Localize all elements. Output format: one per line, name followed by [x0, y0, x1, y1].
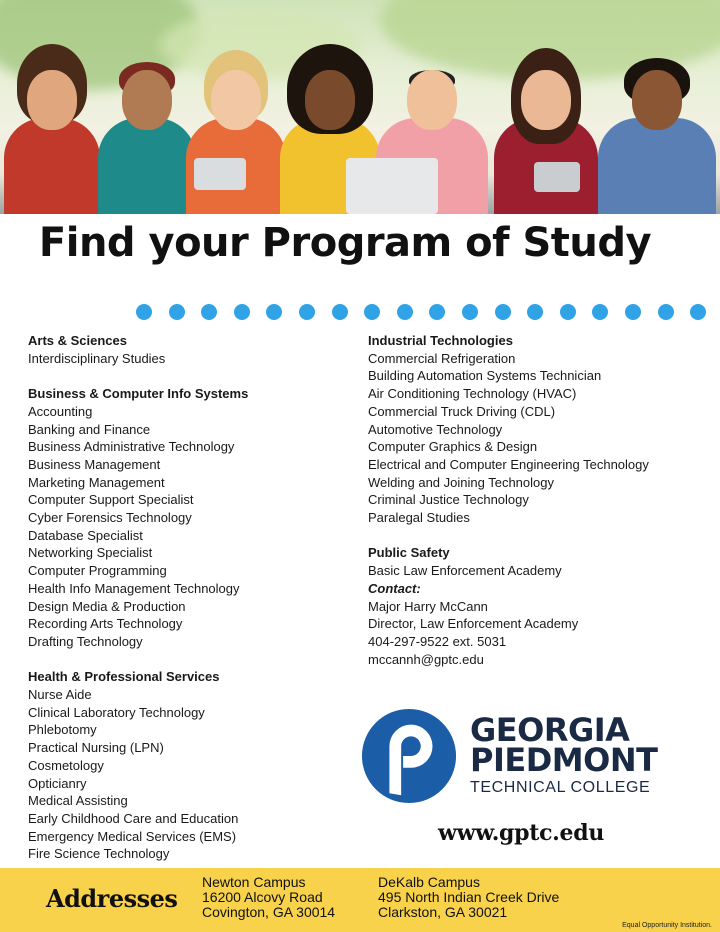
divider-dot [462, 304, 478, 320]
program-item: Commercial Refrigeration [368, 350, 516, 366]
contact-title: Director, Law Enforcement Academy [368, 616, 579, 632]
divider-dot [234, 304, 250, 320]
group-heading: Business & Computer Info Systems [28, 386, 249, 402]
program-item: Recording Arts Technology [28, 616, 183, 632]
logo-wordmark [470, 711, 658, 797]
program-item: Building Automation Systems Technician [368, 368, 602, 384]
program-item: Automotive Technology [368, 421, 503, 437]
divider-dot [169, 304, 185, 320]
group-arts-sciences [28, 332, 348, 367]
program-item: Opticianry [28, 775, 87, 791]
dekalb-campus-address [378, 875, 559, 920]
campus-name: Newton Campus [202, 874, 306, 890]
program-item: Air Conditioning Technology (HVAC) [368, 386, 577, 402]
page-title: Find your Program of Study [38, 220, 652, 266]
program-item: Drafting Technology [28, 633, 143, 649]
group-heading: Health & Professional Services [28, 669, 220, 685]
program-item: Commercial Truck Driving (CDL) [368, 403, 556, 419]
program-item: Cosmetology [28, 757, 104, 773]
newton-campus-address [202, 875, 335, 920]
program-item: Welding and Joining Technology [368, 474, 554, 490]
program-item: Clinical Laboratory Technology [28, 704, 205, 720]
program-item: Fire Science Technology [28, 846, 170, 862]
campus-city: Clarkston, GA 30021 [378, 904, 508, 920]
program-item: Electrical and Computer Engineering Technology [368, 456, 649, 472]
divider-dot [527, 304, 543, 320]
program-item: Computer Programming [28, 563, 167, 579]
divider-dot [201, 304, 217, 320]
divider-dot [495, 304, 511, 320]
program-list-right [368, 332, 708, 686]
group-heading: Arts & Sciences [28, 333, 127, 348]
address-bar [0, 868, 720, 932]
program-item: Paralegal Studies [368, 510, 470, 526]
divider-dot [136, 304, 152, 320]
campus-street: 16200 Alcovy Road [202, 889, 323, 905]
program-item: Emergency Medical Services (EMS) [28, 828, 237, 844]
campus-city: Covington, GA 30014 [202, 904, 336, 920]
program-item: Nurse Aide [28, 687, 92, 703]
program-item: Business Management [28, 456, 161, 472]
campus-name: DeKalb Campus [378, 874, 480, 890]
divider-dot [625, 304, 641, 320]
program-item: Marketing Management [28, 474, 165, 490]
equal-opportunity-note: Equal Opportunity Institution. [622, 922, 712, 929]
contact-label: Contact: [368, 580, 421, 596]
program-item: Practical Nursing (LPN) [28, 740, 164, 756]
divider-dot [364, 304, 380, 320]
dot-divider [136, 304, 712, 320]
divider-dot [299, 304, 315, 320]
program-item: Business Administrative Technology [28, 439, 235, 455]
program-item: Health Info Management Technology [28, 580, 240, 596]
divider-dot [658, 304, 674, 320]
website-link[interactable]: www.gptc.edu [438, 820, 605, 846]
logo-line-georgia: GEORGIA [470, 711, 630, 749]
gptc-emblem-icon [360, 707, 458, 805]
contact-phone[interactable]: 404-297-9522 ext. 5031 [368, 633, 507, 649]
program-item: Banking and Finance [28, 421, 151, 437]
program-item: Interdisciplinary Studies [28, 350, 166, 366]
program-item: Basic Law Enforcement Academy [368, 563, 562, 579]
contact-name: Major Harry McCann [368, 598, 488, 614]
group-industrial-technologies [368, 332, 708, 527]
program-item: Accounting [28, 403, 93, 419]
group-heading: Industrial Technologies [368, 333, 513, 348]
hero-photo [0, 0, 720, 214]
program-list-left [28, 332, 348, 881]
divider-dot [690, 304, 706, 320]
group-health-professional [28, 668, 348, 863]
divider-dot [332, 304, 348, 320]
program-item: Early Childhood Care and Education [28, 810, 239, 826]
college-logo [360, 707, 660, 807]
divider-dot [560, 304, 576, 320]
program-item: Phlebotomy [28, 722, 97, 738]
program-item: Cyber Forensics Technology [28, 510, 192, 526]
contact-email[interactable]: mccannh@gptc.edu [368, 651, 484, 667]
group-heading: Public Safety [368, 545, 450, 561]
group-business-computer [28, 385, 348, 651]
program-item: Networking Specialist [28, 545, 153, 561]
divider-dot [266, 304, 282, 320]
divider-dot [592, 304, 608, 320]
logo-line-technical-college: TECHNICAL COLLEGE [470, 779, 651, 796]
group-public-safety [368, 544, 708, 668]
campus-street: 495 North Indian Creek Drive [378, 889, 560, 905]
program-item: Computer Graphics & Design [368, 439, 538, 455]
divider-dot [397, 304, 413, 320]
program-item: Computer Support Specialist [28, 492, 194, 508]
divider-dot [429, 304, 445, 320]
addresses-heading: Addresses [46, 884, 178, 913]
program-item: Criminal Justice Technology [368, 492, 529, 508]
program-item: Database Specialist [28, 527, 143, 543]
program-item: Design Media & Production [28, 598, 186, 614]
program-item: Medical Assisting [28, 793, 128, 809]
logo-line-piedmont: PIEDMONT [470, 741, 658, 779]
